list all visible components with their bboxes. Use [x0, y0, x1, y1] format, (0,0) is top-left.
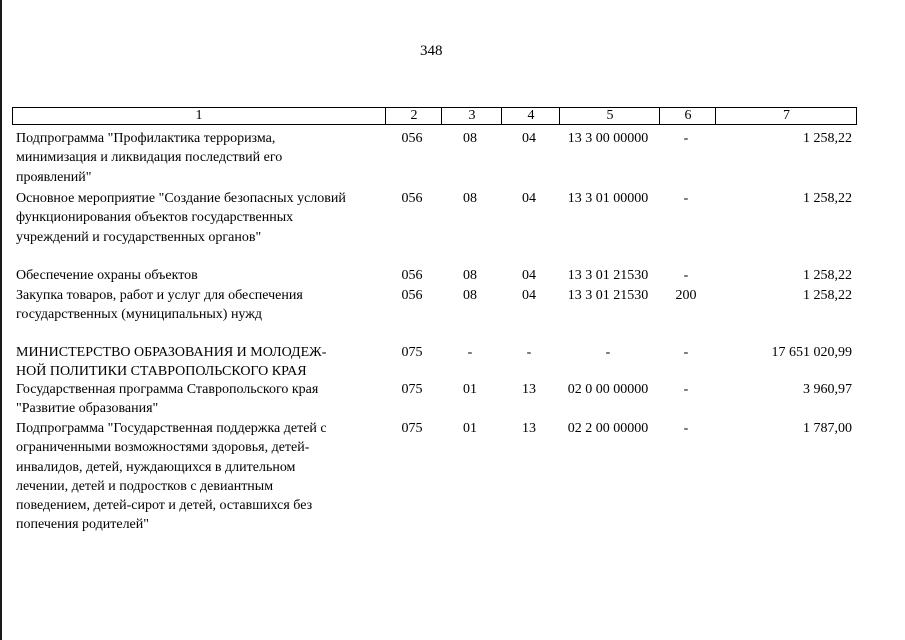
row-target-article-code: 13 3 01 21530 — [567, 288, 649, 303]
row-sum: 1 258,22 — [803, 268, 852, 283]
row-expense-type-code: - — [683, 191, 689, 206]
row-name: Подпрограмма "Профилактика терроризма, минимизация и ликвидация последствий его проявлений" — [16, 131, 283, 185]
row-sum: 1 787,00 — [803, 421, 852, 436]
row-subsection-code: 04 — [522, 268, 536, 283]
row-section-code: 08 — [463, 191, 477, 206]
page-number: 348 — [420, 43, 443, 59]
row-target-article-code: 13 3 01 21530 — [567, 268, 649, 283]
row-name: Подпрограмма "Государственная поддержка детей с ограниченными возможностями здоровья, детей- инвалидов, детей, нуждающихся в длительном лечении, детей и подростков с девиантным поведением, детей-сирот и детей, оставшихся без попечения родителей" — [16, 421, 327, 533]
header-col-7: 7 — [715, 108, 857, 124]
row-target-article-code: 02 0 00 00000 — [567, 382, 649, 397]
header-col-6: 6 — [659, 108, 716, 124]
row-expense-type-code: - — [683, 345, 689, 360]
row-subsection-code: 04 — [522, 191, 536, 206]
header-col-1: 1 — [195, 108, 203, 123]
row-ved-code: 075 — [401, 345, 423, 360]
row-ved-code: 056 — [401, 288, 423, 303]
row-ved-code: 075 — [401, 382, 423, 397]
row-subsection-code: - — [526, 345, 532, 360]
table-header-row — [12, 107, 857, 125]
row-section-code: - — [467, 345, 473, 360]
row-sum: 1 258,22 — [803, 191, 852, 206]
row-target-article-code: - — [605, 345, 611, 360]
row-section-code: 08 — [463, 288, 477, 303]
row-subsection-code: 13 — [522, 421, 536, 436]
row-name: Обеспечение охраны объектов — [16, 268, 198, 283]
row-expense-type-code: - — [683, 268, 689, 283]
row-expense-type-code: - — [683, 131, 689, 146]
row-target-article-code: 02 2 00 00000 — [567, 421, 649, 436]
row-sum: 1 258,22 — [803, 288, 852, 303]
row-name: Государственная программа Ставропольского края "Развитие образования" — [16, 382, 319, 417]
row-ved-code: 056 — [401, 191, 423, 206]
header-col-5: 5 — [559, 108, 660, 124]
row-section-code: 08 — [463, 268, 477, 283]
row-section-code: 01 — [463, 421, 477, 436]
row-expense-type-code: - — [683, 382, 689, 397]
row-target-article-code: 13 3 01 00000 — [567, 191, 649, 206]
row-sum: 3 960,97 — [803, 382, 852, 397]
header-col-2: 2 — [385, 108, 442, 124]
row-sum: 17 651 020,99 — [771, 345, 852, 360]
row-section-code: 01 — [463, 382, 477, 397]
row-name: МИНИСТЕРСТВО ОБРАЗОВАНИЯ И МОЛОДЕЖ- НОЙ ПОЛИТИКИ СТАВРОПОЛЬСКОГО КРАЯ — [16, 345, 327, 380]
row-target-article-code: 13 3 00 00000 — [567, 131, 649, 146]
header-col-3: 3 — [441, 108, 502, 124]
page-left-edge-line — [0, 0, 2, 640]
row-ved-code: 056 — [401, 268, 423, 283]
row-expense-type-code: 200 — [675, 288, 697, 303]
row-ved-code: 075 — [401, 421, 423, 436]
header-col-4: 4 — [501, 108, 560, 124]
row-name: Закупка товаров, работ и услуг для обеспечения государственных (муниципальных) нужд — [16, 288, 303, 323]
row-subsection-code: 04 — [522, 288, 536, 303]
row-subsection-code: 13 — [522, 382, 536, 397]
row-sum: 1 258,22 — [803, 131, 852, 146]
row-expense-type-code: - — [683, 421, 689, 436]
row-section-code: 08 — [463, 131, 477, 146]
row-name: Основное мероприятие "Создание безопасных условий функционирования объектов государственных учреждений и государственных органов" — [16, 191, 346, 245]
row-ved-code: 056 — [401, 131, 423, 146]
row-subsection-code: 04 — [522, 131, 536, 146]
